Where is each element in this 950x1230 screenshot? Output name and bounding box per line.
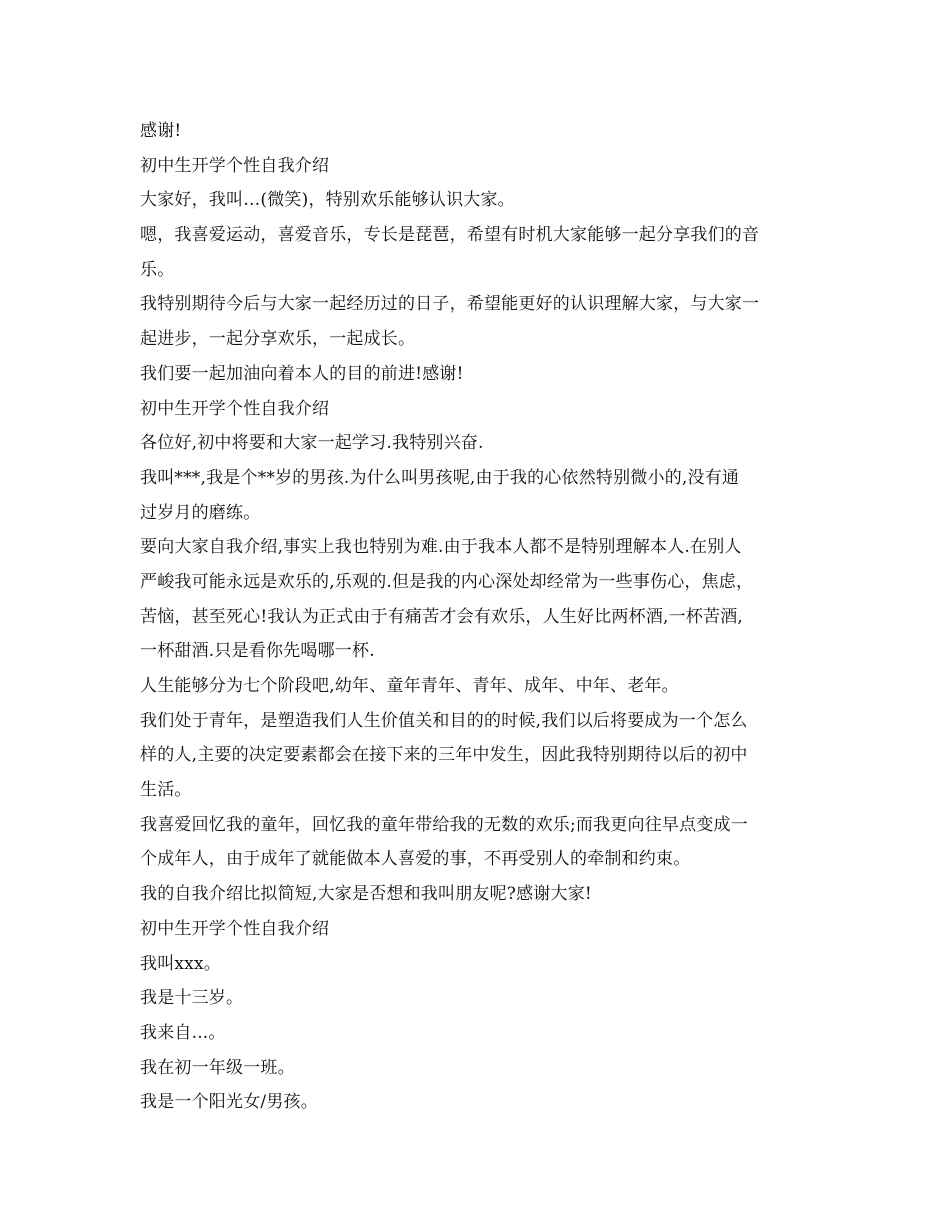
text-line: 各位好,初中将要和大家一起学习.我特别兴奋. <box>140 433 484 454</box>
text-line: 我来自...。 <box>140 1022 226 1043</box>
text-line: 乐。 <box>140 259 175 280</box>
text-line: 个成年人，由于成年了就能做本人喜爱的事，不再受别人的牵制和约束。 <box>140 849 691 870</box>
section-heading: 初中生开学个性自我介绍 <box>140 918 330 939</box>
text-line: 样的人,主要的决定要素都会在接下来的三年中发生，因此我特别期待以后的初中 <box>140 745 748 766</box>
text-line: 大家好，我叫…(微笑)，特别欢乐能够认识大家。 <box>140 190 515 211</box>
text-line: 我的自我介绍比拟简短,大家是否想和我叫朋友呢?感谢大家! <box>140 884 592 905</box>
section-heading: 初中生开学个性自我介绍 <box>140 155 330 176</box>
text-line: 我叫xxx。 <box>140 953 221 974</box>
text-line: 我们要一起加油向着本人的目的前进!感谢! <box>140 363 464 384</box>
text-line: 我在初一年级一班。 <box>140 1057 295 1078</box>
text-line: 我是十三岁。 <box>140 988 244 1009</box>
text-line: 一杯甜酒.只是看你先喝哪一杯. <box>140 641 375 662</box>
text-line: 嗯，我喜爱运动，喜爱音乐，专长是琵琶，希望有时机大家能够一起分享我们的音 <box>140 225 760 246</box>
text-line: 苦恼，甚至死心!我认为正式由于有痛苦才会有欢乐，人生好比两杯酒,一杯苦酒, <box>140 606 744 627</box>
text-line: 过岁月的磨练。 <box>140 502 261 523</box>
text-line: 我是一个阳光女/男孩。 <box>140 1092 318 1113</box>
text-line: 我喜爱回忆我的童年，回忆我的童年带给我的无数的欢乐;而我更向往早点变成一 <box>140 814 748 835</box>
document-body <box>140 114 815 1120</box>
text-line: 生活。 <box>140 780 192 801</box>
text-line: 要向大家自我介绍,事实上我也特别为难.由于我本人都不是特别理解本人.在别人 <box>140 537 742 558</box>
text-line: 严峻我可能永远是欢乐的,乐观的.但是我的内心深处却经常为一些事伤心，焦虑， <box>140 571 754 592</box>
text-line: 我们处于青年，是塑造我们人生价值关和目的的时候,我们以后将要成为一个怎么 <box>140 710 748 731</box>
text-line: 我特别期待今后与大家一起经历过的日子，希望能更好的认识理解大家，与大家一 <box>140 294 760 315</box>
text-line: 感谢! <box>140 121 182 141</box>
text-line: 我叫***,我是个**岁的男孩.为什么叫男孩呢,由于我的心依然特别微小的,没有通 <box>140 467 740 488</box>
text-line: 起进步，一起分享欢乐，一起成长。 <box>140 329 416 350</box>
section-heading: 初中生开学个性自我介绍 <box>140 398 330 419</box>
text-line: 人生能够分为七个阶段吧,幼年、童年青年、青年、成年、中年、老年。 <box>140 676 679 696</box>
